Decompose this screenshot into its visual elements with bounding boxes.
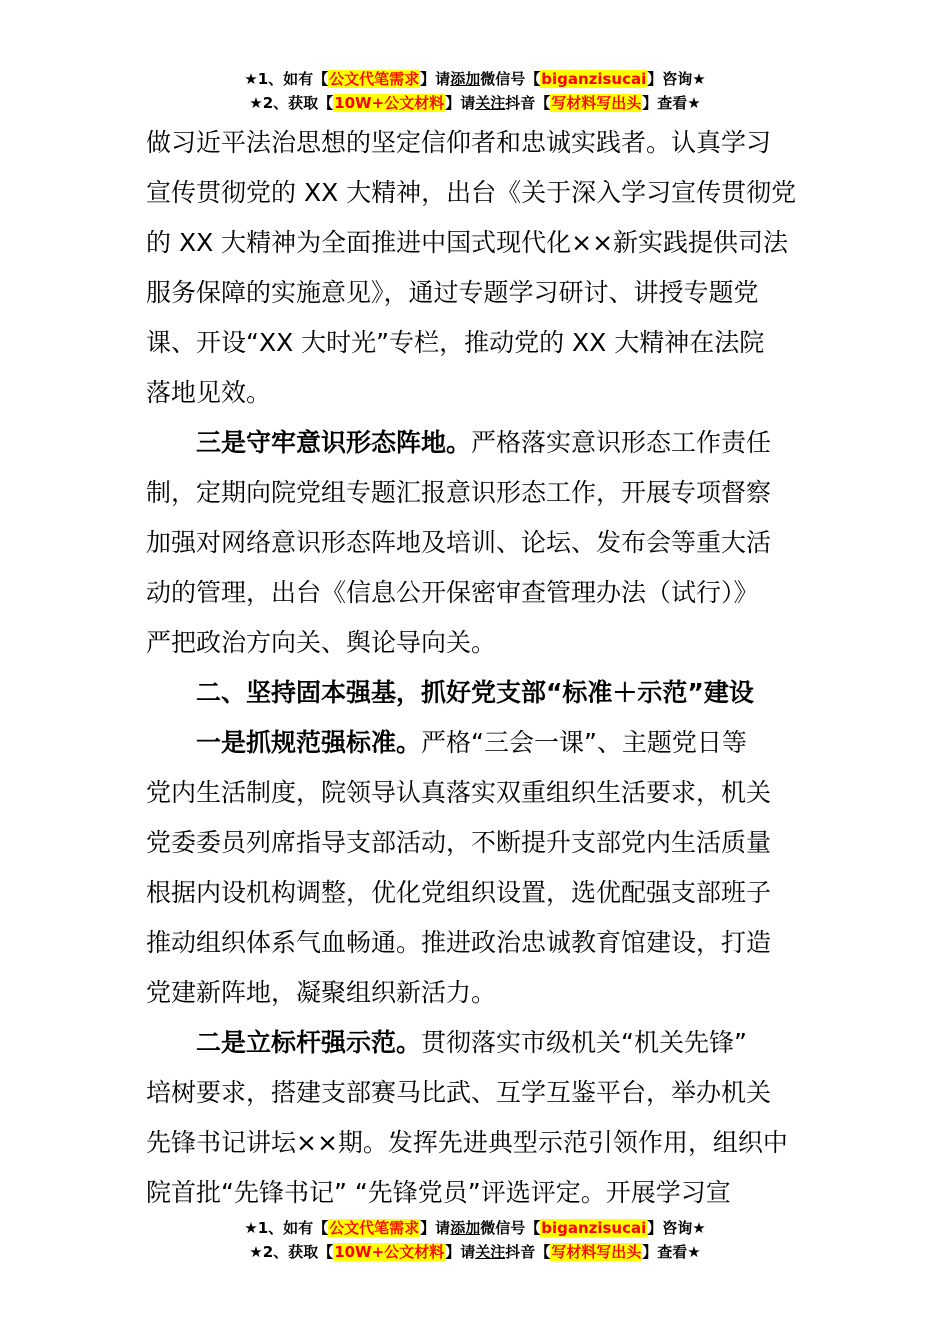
promo-line-1 <box>0 1217 950 1241</box>
paragraph-line: 制，定期向院党组专题汇报意识形态工作，开展专项督察 <box>146 478 772 507</box>
wechat-id: biganzisucai <box>541 70 647 88</box>
promo-text: 微信号【 <box>480 70 541 88</box>
paragraph-line: 宣传贯彻党的 XX 大精神，出台《关于深入学习宣传贯彻党 <box>146 178 797 207</box>
promo-text: 】咨询★ <box>647 70 706 88</box>
paragraph-line <box>196 426 771 460</box>
promo-line-2 <box>0 92 950 116</box>
promo-text: ★2、获取【 <box>249 94 334 112</box>
douyin-id: 写材料写出头 <box>551 1243 642 1261</box>
promo-text: 】请 <box>420 70 451 88</box>
paragraph-line: 落地见效。 <box>146 378 272 407</box>
promo-underline: 添加 <box>450 1219 481 1237</box>
paragraph-line <box>196 1026 747 1060</box>
paragraph-line: 院首批“先锋书记” “先锋党员”评选评定。开展学习宣 <box>146 1178 731 1207</box>
promo-underline: 关注 <box>475 1243 506 1261</box>
promo-highlight: 公文代笔需求 <box>329 70 420 88</box>
paragraph-line: 加强对网络意识形态阵地及培训、论坛、发布会等重大活 <box>146 528 772 557</box>
promo-line-2 <box>0 1241 950 1265</box>
promo-text: 】请 <box>445 94 476 112</box>
paragraph-line: 党建新阵地，凝聚组织新活力。 <box>146 978 497 1007</box>
paragraph-line: 动的管理，出台《信息公开保密审查管理办法（试行）》 <box>146 578 759 607</box>
promo-line-1 <box>0 68 950 92</box>
promo-highlight: 10W+公文材料 <box>334 1243 445 1261</box>
promo-text: 】请 <box>420 1219 451 1237</box>
paragraph-line <box>196 726 747 760</box>
promo-text: 】查看★ <box>642 1243 701 1261</box>
promo-text: ★1、如有【 <box>244 70 329 88</box>
promo-text: ★2、获取【 <box>249 1243 334 1261</box>
wechat-id: biganzisucai <box>541 1219 647 1237</box>
promo-text: 抖音【 <box>505 1243 551 1261</box>
promo-text: ★1、如有【 <box>244 1219 329 1237</box>
promo-underline: 关注 <box>475 94 506 112</box>
promo-highlight: 公文代笔需求 <box>329 1219 420 1237</box>
paragraph-line: 党内生活制度，院领导认真落实双重组织生活要求，机关 <box>146 778 772 807</box>
promo-text: 】查看★ <box>642 94 701 112</box>
promo-text: 】咨询★ <box>647 1219 706 1237</box>
promo-underline: 添加 <box>450 70 481 88</box>
paragraph-line: 严把政治方向关、舆论导向关。 <box>146 628 497 657</box>
paragraph-text: 贯彻落实市级机关“机关先锋” <box>421 1028 747 1057</box>
paragraph-line: 服务保障的实施意见》，通过专题学习研讨、讲授专题党 <box>146 278 759 307</box>
paragraph-line: 党委委员列席指导支部活动，不断提升支部党内生活质量 <box>146 828 772 857</box>
subheading-bold: 一是抓规范强标准。 <box>196 728 422 757</box>
paragraph-text: 严格落实意识形态工作责任 <box>471 428 772 457</box>
paragraph-line: 课、开设“XX 大时光”专栏，推动党的 XX 大精神在法院 <box>146 328 765 357</box>
paragraph-line: 培树要求，搭建支部赛马比武、互学互鉴平台，举办机关 <box>146 1078 772 1107</box>
promo-highlight: 10W+公文材料 <box>334 94 445 112</box>
paragraph-line: 先锋书记讲坛××期。发挥先进典型示范引领作用，组织中 <box>146 1128 788 1157</box>
paragraph-line: 的 XX 大精神为全面推进中国式现代化××新实践提供司法 <box>146 228 789 257</box>
paragraph-line: 推动组织体系气血畅通。推进政治忠诚教育馆建设，打造 <box>146 928 772 957</box>
promo-text: 】请 <box>445 1243 476 1261</box>
subheading-bold: 二是立标杆强示范。 <box>196 1028 422 1057</box>
paragraph-line: 做习近平法治思想的坚定信仰者和忠诚实践者。认真学习 <box>146 128 772 157</box>
subheading-bold: 三是守牢意识形态阵地。 <box>196 428 472 457</box>
paragraph-line: 根据内设机构调整，优化党组织设置，选优配强支部班子 <box>146 878 772 907</box>
promo-text: 抖音【 <box>505 94 551 112</box>
douyin-id: 写材料写出头 <box>551 94 642 112</box>
paragraph-text: 严格“三会一课”、主题党日等 <box>421 728 747 757</box>
promo-text: 微信号【 <box>480 1219 541 1237</box>
section-heading: 二、坚持固本强基，抓好党支部“标准＋示范”建设 <box>196 678 754 707</box>
promo-banner-bottom <box>0 1217 950 1265</box>
promo-banner-top <box>0 68 950 116</box>
